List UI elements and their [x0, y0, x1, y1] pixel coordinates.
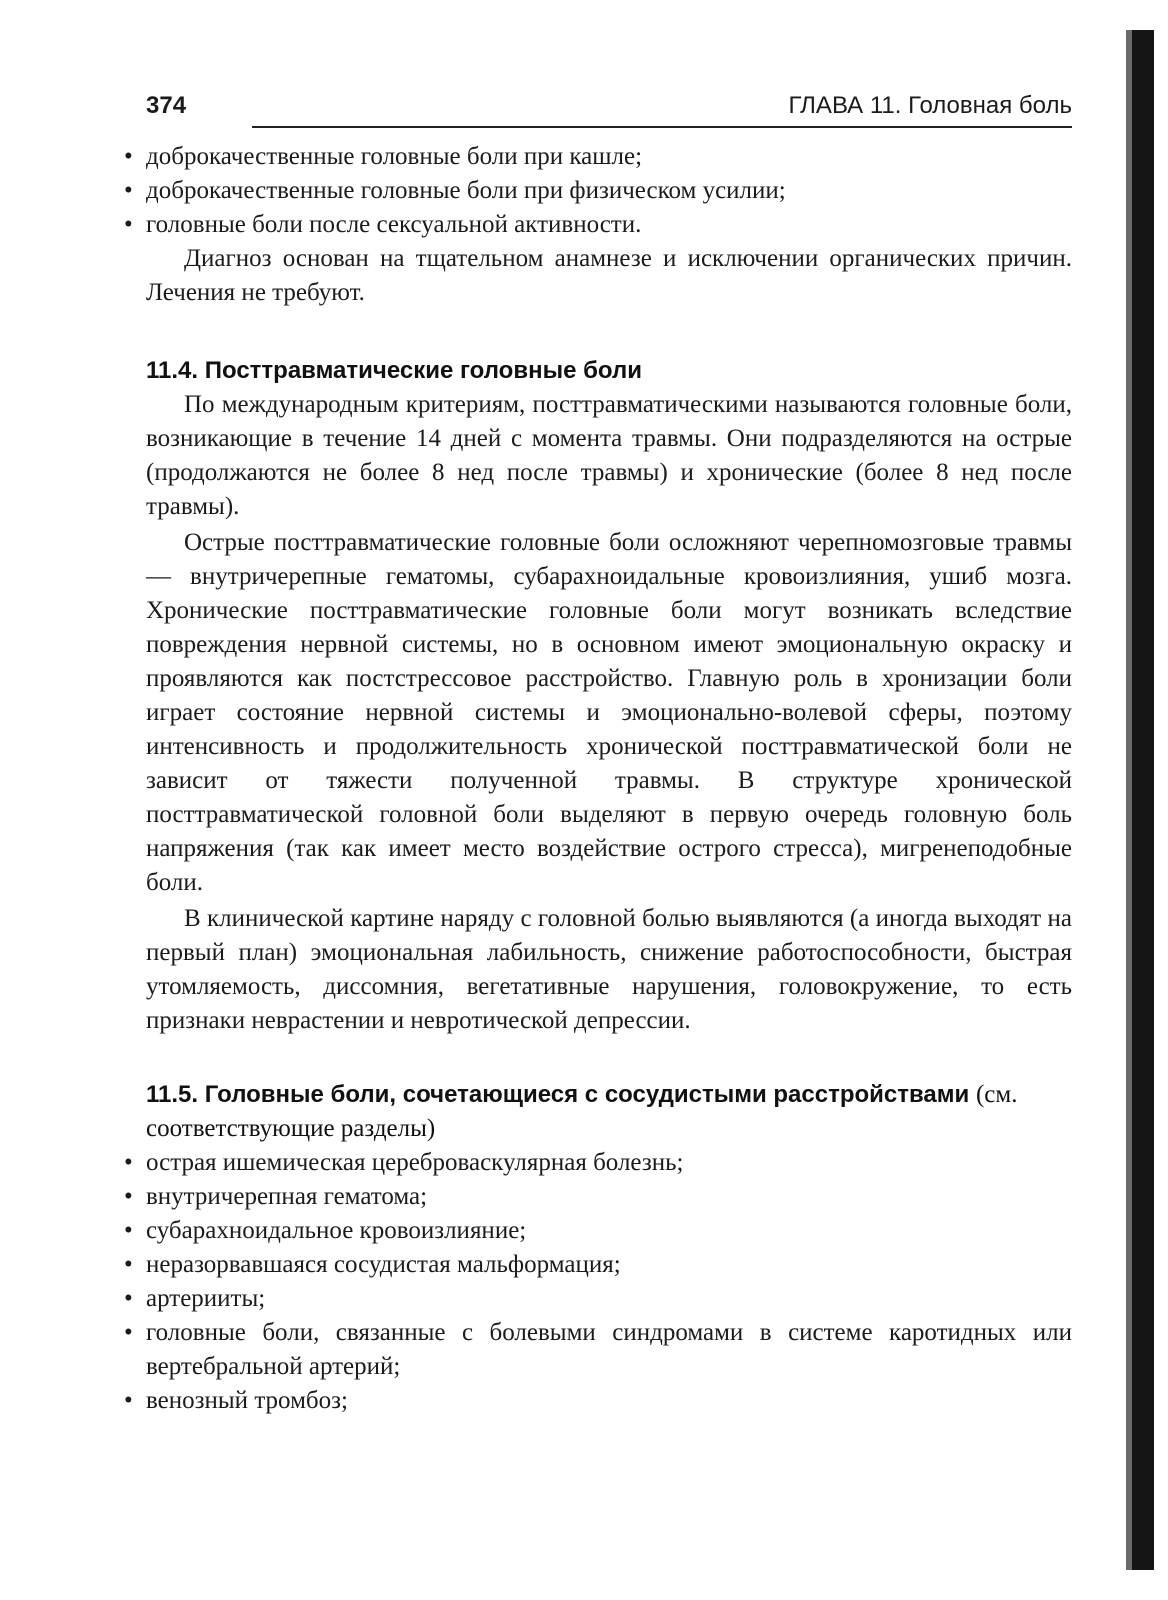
list-item: • головные боли после сексуальной активности. [146, 208, 1072, 242]
section-heading-note: (см. соответствующие разделы) [146, 1081, 1018, 1142]
intro-list [146, 140, 1072, 242]
list-item: • артерииты; [146, 1282, 1072, 1316]
chapter-title: ГЛАВА 11. Головная боль [788, 92, 1072, 119]
list-item: • венозный тромбоз; [146, 1384, 1072, 1418]
page-content [146, 140, 1072, 1418]
section-heading-11-5 [146, 1078, 1072, 1146]
list-item: • головные боли, связанные с болевыми синдромами в системе каротидных или вертебральной артерий; [146, 1316, 1072, 1384]
scan-edge [1132, 30, 1154, 1570]
header-rule [252, 126, 1072, 128]
page-header [146, 92, 1072, 128]
list-item: • доброкачественные головные боли при кашле; [146, 140, 1072, 174]
list-item: • субарахноидальное кровоизлияние; [146, 1214, 1072, 1248]
paragraph: В клинической картине наряду с головной болью выявляются (а иногда выходят на первый план) эмоциональная лабильность, снижение работоспособности, быстрая утомляемость, диссомния, вегетативные нарушения, головокружение, то есть признаки неврастении и невротической депрессии. [146, 905, 1072, 1034]
list-item: • неразорвавшаяся сосудистая мальформация; [146, 1248, 1072, 1282]
paragraph: Острые посттравматические головные боли осложняют черепномозговые травмы — внутричерепные гематомы, субарахноидальные кровоизлияния, ушиб мозга. Хронические посттравматические головные боли могут возникать вследствие повреждения нервной системы, но в основном имеют эмоциональную окраску и проявляются как постстрессовое расстройство. Главную роль в хронизации боли играет состояние нервной системы и эмоционально-волевой сферы, поэтому интенсивность и продолжительность хронической посттравматической боли не зависит от тяжести полученной травмы. В структуре хронической посттравматической головной боли выделяют в первую очередь головную боль напряжения (так как имеет место воздействие острого стресса), мигренеподобные боли. [146, 529, 1072, 896]
list-item: • внутричерепная гематома; [146, 1180, 1072, 1214]
intro-paragraph: Диагноз основан на тщательном анамнезе и исключении органических причин. Лечения не требуют. [146, 245, 1072, 306]
section-heading-11-4: 11.4. Посттравматические головные боли [146, 357, 642, 384]
vascular-list [146, 1146, 1072, 1418]
paragraph: По международным критериям, посттравматическими называются головные боли, возникающие в течение 14 дней с момента травмы. Они подразделяются на острые (продолжаются не более 8 нед после травмы) и хронические (более 8 нед после травмы). [146, 391, 1072, 520]
section-heading-11-5-title: 11.5. Головные боли, сочетающиеся с сосудистыми расстройствами [146, 1081, 970, 1108]
list-item: • острая ишемическая цереброваскулярная болезнь; [146, 1146, 1072, 1180]
list-item: • доброкачественные головные боли при физическом усилии; [146, 174, 1072, 208]
page-number: 374 [146, 92, 187, 119]
